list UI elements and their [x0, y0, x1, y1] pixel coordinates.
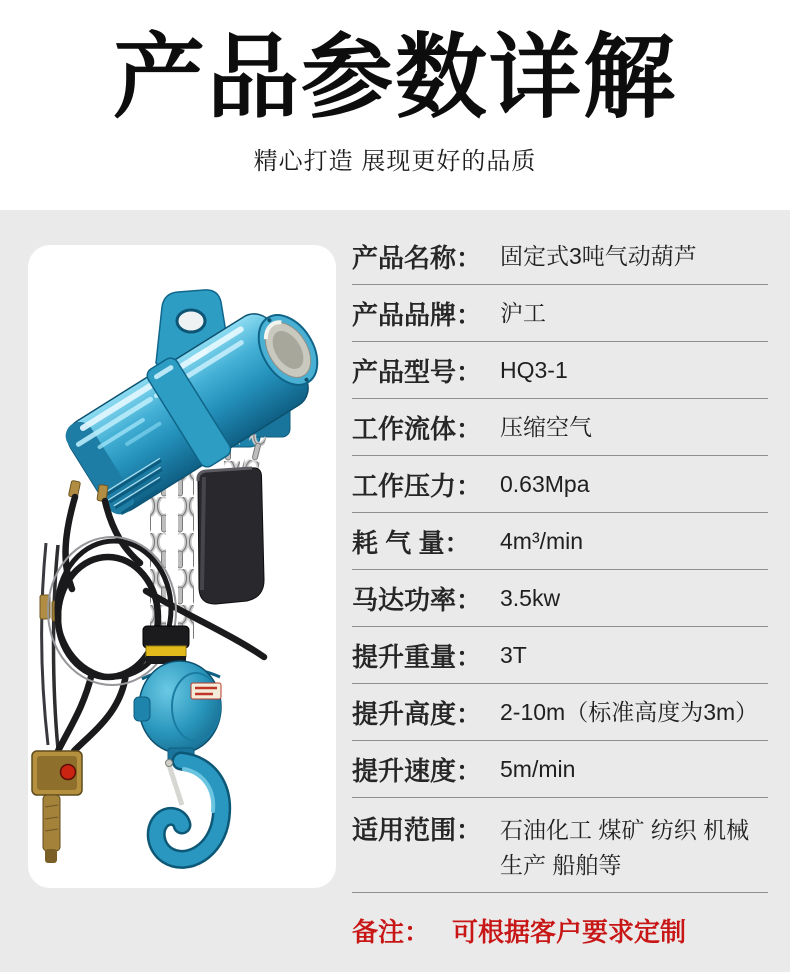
page-subtitle: 精心打造 展现更好的品质	[253, 147, 537, 175]
spec-value: 5m/min	[500, 755, 576, 782]
spec-label: 工作流体：	[352, 413, 483, 444]
spec-value: 3.5kw	[500, 584, 561, 611]
warning-label	[191, 683, 221, 699]
emergency-button	[61, 765, 76, 780]
pendant-control	[32, 751, 82, 863]
spec-value: 2-10m（标准高度为3m）	[500, 698, 759, 725]
spec-value: 压缩空气	[500, 413, 592, 440]
note-row	[352, 893, 768, 951]
note-value: 可根据客户要求定制	[452, 916, 687, 947]
pneumatic-hoist-illustration	[28, 245, 336, 888]
spec-value: 3T	[500, 641, 527, 668]
page-title: 产品参数详解	[112, 27, 677, 129]
spec-label: 适用范围：	[352, 815, 483, 845]
spec-label: 工作压力：	[352, 470, 483, 501]
spec-value: 固定式3吨气动葫芦	[500, 242, 697, 269]
spec-row-lifting-height	[352, 684, 768, 741]
spec-label: 耗 气 量：	[352, 527, 471, 558]
spec-row-motor-power	[352, 570, 768, 627]
spec-label: 提升重量：	[352, 641, 483, 672]
spec-row-pressure	[352, 456, 768, 513]
spec-value: 0.63Mpa	[500, 470, 590, 497]
spec-value: 沪工	[500, 299, 546, 326]
spec-section	[0, 210, 790, 972]
spec-value: HQ3-1	[500, 356, 568, 383]
safety-latch	[169, 765, 182, 805]
spec-label: 产品型号：	[352, 356, 483, 387]
header	[0, 0, 790, 210]
spec-table	[352, 228, 768, 951]
spec-label: 马达功率：	[352, 584, 483, 615]
control-cables	[40, 543, 61, 749]
hook-assembly	[134, 626, 222, 859]
spec-label: 产品品牌：	[352, 299, 483, 330]
spec-row-air-consumption	[352, 513, 768, 570]
product-image-card	[28, 245, 336, 888]
spec-row-product-name	[352, 228, 768, 285]
spec-value: 石油化工 煤矿 纺织 机械 生产 船舶等	[500, 817, 750, 878]
spec-label: 提升高度：	[352, 698, 483, 729]
chain-bag	[198, 468, 264, 604]
note-label: 备注：	[352, 916, 431, 947]
spec-label: 产品名称：	[352, 242, 483, 273]
spec-value: 4m³/min	[500, 527, 584, 554]
spec-row-lifting-weight	[352, 627, 768, 684]
spec-row-brand	[352, 285, 768, 342]
spec-row-model	[352, 342, 768, 399]
spec-row-application	[352, 798, 768, 893]
spec-row-fluid	[352, 399, 768, 456]
spec-row-lifting-speed	[352, 741, 768, 798]
spec-label: 提升速度：	[352, 755, 483, 786]
